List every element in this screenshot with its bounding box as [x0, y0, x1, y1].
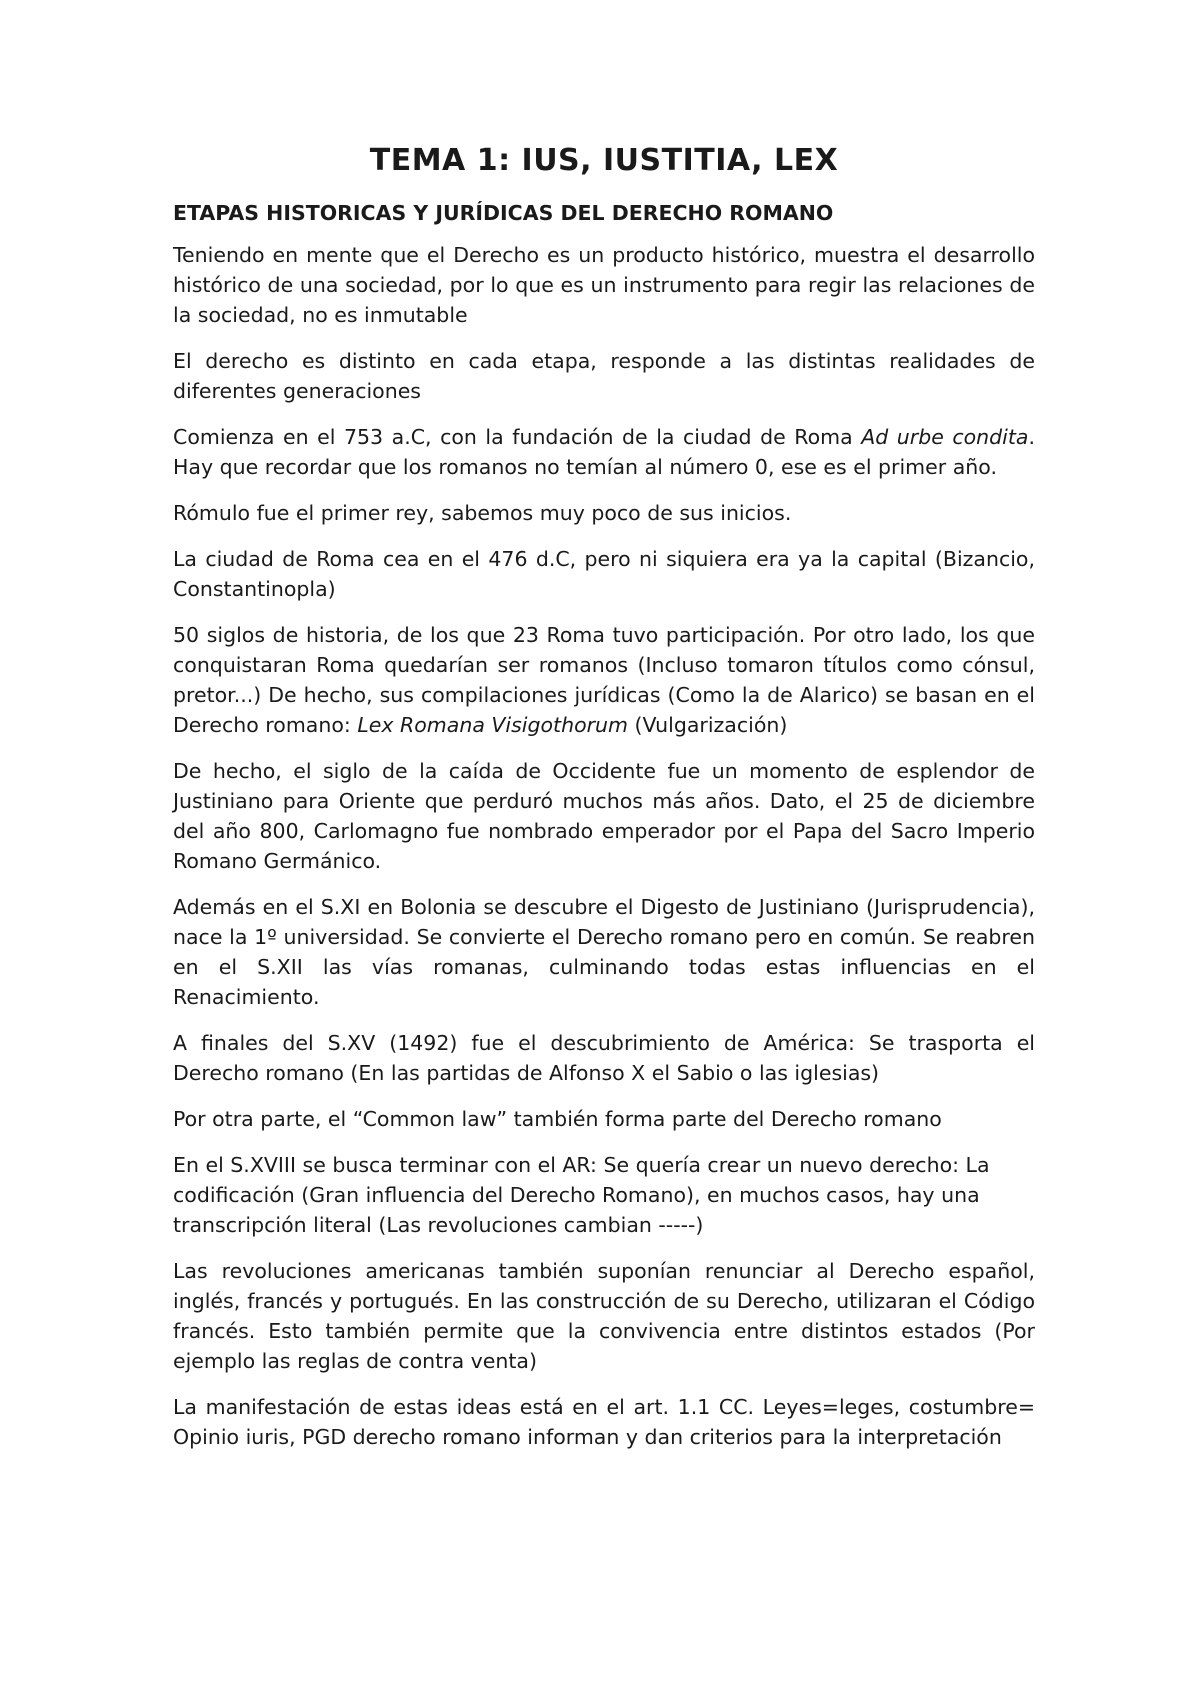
- paragraph-11: En el S.XVIII se busca terminar con el AR: Se quería crear un nuevo derecho: La codificación (Gran influencia del Derecho Romano), en muchos casos, hay una transcripción literal (Las revoluciones cambian -----): [173, 1153, 990, 1237]
- paragraph-3-text-a: Comienza en el 753 a.C, con la fundación de la ciudad de Roma: [173, 425, 862, 449]
- paragraph-6-text-c: (Vulgarización): [628, 713, 788, 737]
- document-page: [173, 140, 1035, 1468]
- paragraph-4: Rómulo fue el primer rey, sabemos muy poco de sus inicios.: [173, 501, 792, 525]
- section-heading: ETAPAS HISTORICAS Y JURÍDICAS DEL DERECHO ROMANO: [173, 201, 834, 225]
- paragraph-6-italic: Lex Romana Visigothorum: [357, 713, 629, 737]
- paragraph-2: El derecho es distinto en cada etapa, responde a las distintas realidades de diferentes generaciones: [173, 349, 1035, 403]
- paragraph-10: Por otra parte, el “Common law” también forma parte del Derecho romano: [173, 1107, 942, 1131]
- paragraph-9: A finales del S.XV (1492) fue el descubrimiento de América: Se trasporta el Derecho romano (En las partidas de Alfonso X el Sabio o las iglesias): [173, 1031, 1035, 1085]
- paragraph-6-text-a: 50 siglos de historia, de los que 23 Roma tuvo participación. Por otro lado, los que conquistaran Roma quedarían ser romanos (Incluso tomaron títulos como cónsul, pretor...) De hecho, sus compilaciones jurídicas (Como la de Alarico) se basan en el Derecho romano:: [173, 623, 1035, 737]
- paragraph-3-italic: Ad urbe condita: [861, 425, 1029, 449]
- paragraph-12: Las revoluciones americanas también suponían renunciar al Derecho español, inglés, francés y portugués. En las construcción de su Derecho, utilizaran el Código francés. Esto también permite que la convivencia entre distintos estados (Por ejemplo las reglas de contra venta): [173, 1259, 1035, 1373]
- paragraph-7: De hecho, el siglo de la caída de Occidente fue un momento de esplendor de Justiniano para Oriente que perduró muchos más años. Dato, el 25 de diciembre del año 800, Carlomagno fue nombrado emperador por el Papa del Sacro Imperio Romano Germánico.: [173, 759, 1035, 873]
- paragraph-3-text-c: . Hay que recordar que los romanos no temían al número 0, ese es el primer año.: [173, 425, 1036, 479]
- paragraph-6: [173, 620, 1035, 740]
- paragraph-13: La manifestación de estas ideas está en el art. 1.1 CC. Leyes=leges, costumbre= Opinio iuris, PGD derecho romano informan y dan criterios para la interpretación: [173, 1395, 1035, 1449]
- paragraph-5: La ciudad de Roma cea en el 476 d.C, pero ni siquiera era ya la capital (Bizancio, Constantinopla): [173, 547, 1035, 601]
- paragraph-1: Teniendo en mente que el Derecho es un producto histórico, muestra el desarrollo histórico de una sociedad, por lo que es un instrumento para regir las relaciones de la sociedad, no es inmutable: [173, 243, 1035, 327]
- paragraph-8: Además en el S.XI en Bolonia se descubre el Digesto de Justiniano (Jurisprudencia), nace la 1º universidad. Se convierte el Derecho romano pero en común. Se reabren en el S.XII las vías romanas, culminando todas estas influencias en el Renacimiento.: [173, 895, 1035, 1009]
- paragraph-3: [173, 422, 1035, 482]
- document-title: TEMA 1: IUS, IUSTITIA, LEX: [369, 143, 839, 178]
